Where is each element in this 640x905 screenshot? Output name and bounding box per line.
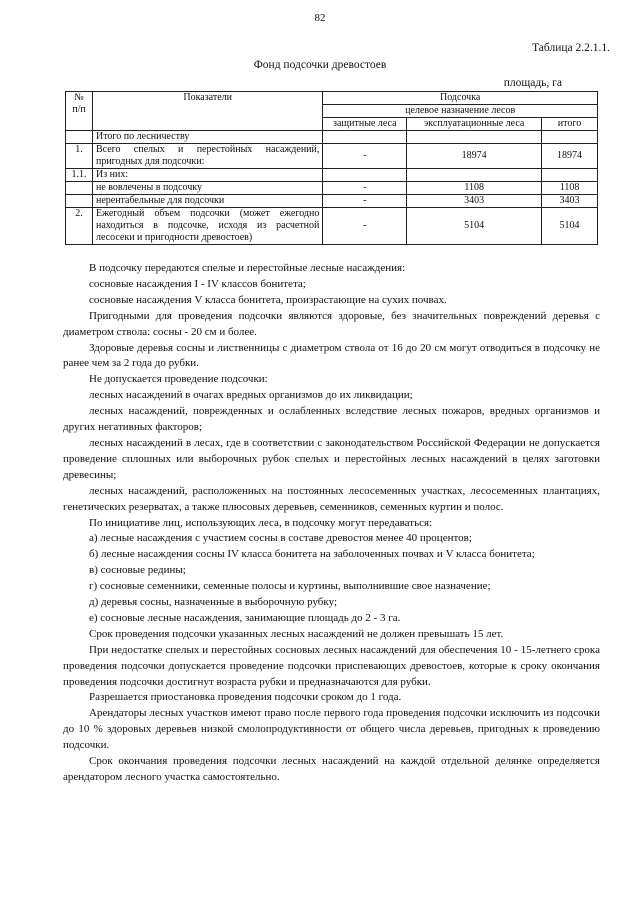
row-total [542, 169, 598, 182]
table-row [66, 131, 598, 144]
row-label: не вовлечены в подсочку [92, 182, 322, 195]
paragraph: По инициативе лиц, использующих леса, в подсочку могут передаваться: [89, 516, 433, 529]
row-label: Итого по лесничеству [92, 131, 322, 144]
row-protective: - [323, 144, 407, 169]
row-total: 3403 [542, 195, 598, 208]
paragraph: лесных насаждений в лесах, где в соответствии с законодательством Российской Федерации не допускается проведение сплошных или выборочных рубок спелых и перестойных лесных насаждений в целях заготовки древесины; [63, 436, 600, 481]
paragraph: в) сосновые редины; [89, 564, 186, 577]
row-protective [323, 169, 407, 182]
header-total: итого [542, 118, 598, 131]
paragraph: Срок проведения подсочки указанных лесных насаждений не должен превышать 15 лет. [89, 627, 504, 640]
row-label: Из них: [92, 169, 322, 182]
row-num [66, 195, 93, 208]
row-exploitation: 18974 [407, 144, 542, 169]
paragraph: г) сосновые семенники, семенные полосы и куртины, выполнившие свое назначение; [89, 580, 491, 593]
paragraph: Пригодными для проведения подсочки являются здоровые, без значительных повреждений деревья с диаметром ствола: сосны - 20 см и более. [63, 309, 600, 338]
row-label: Ежегодный объем подсочки (может ежегодно находиться в подсочке, исходя из расчетной лесосеки и пригодности древостоев) [92, 208, 322, 245]
paragraph: е) сосновые лесные насаждения, занимающие площадь до 2 - 3 га. [89, 611, 401, 624]
row-protective [323, 131, 407, 144]
paragraph: Арендаторы лесных участков имеют право после первого года проведения подсочки исключить из подсочки до 10 % здоровых деревьев низкой смолопродуктивности от общего числа деревьев, пригодных к проведению подсочки. [63, 707, 600, 752]
header-protective: защитные леса [323, 118, 407, 131]
table-row [66, 169, 598, 182]
paragraph: Разрешается приостановка проведения подсочки сроком до 1 года. [89, 691, 402, 704]
page-number: 82 [314, 12, 326, 24]
row-num: 1.1. [66, 169, 93, 182]
row-label: нерентабельные для подсочки [92, 195, 322, 208]
row-exploitation [407, 131, 542, 144]
row-num: 2. [66, 208, 93, 245]
row-total: 1108 [542, 182, 598, 195]
row-exploitation: 3403 [407, 195, 542, 208]
paragraph: сосновые насаждения I - IV классов бонитета; [89, 277, 306, 290]
body-text [63, 261, 600, 786]
row-exploitation: 1108 [407, 182, 542, 195]
row-protective: - [323, 195, 407, 208]
paragraph: сосновые насаждения V класса бонитета, произрастающие на сухих почвах. [89, 293, 447, 306]
paragraph: Не допускается проведение подсочки: [89, 373, 268, 386]
subsoaking-fund-table [65, 91, 598, 245]
header-indicators: Показатели [92, 92, 322, 131]
header-purpose: целевое назначение лесов [323, 105, 598, 118]
row-label: Всего спелых и перестойных насаждений, пригодных для подсочки: [92, 144, 322, 169]
table-row [66, 208, 598, 245]
row-protective: - [323, 208, 407, 245]
paragraph: лесных насаждений, расположенных на постоянных лесосеменных участках, лесосеменных плантациях, генетических резерватах, а также плюсовых деревьев, семенников, семенных куртин и полос. [63, 484, 600, 513]
row-num [66, 131, 93, 144]
row-num: 1. [66, 144, 93, 169]
paragraph: В подсочку передаются спелые и перестойные лесные насаждения: [89, 262, 406, 274]
row-exploitation [407, 169, 542, 182]
row-total: 18974 [542, 144, 598, 169]
row-exploitation: 5104 [407, 208, 542, 245]
paragraph: Здоровые деревья сосны и лиственницы с диаметром ствола от 16 до 20 см могут отводиться в подсочку не ранее чем за 2 года до рубки. [63, 341, 600, 370]
paragraph: лесных насаждений в очагах вредных организмов до их ликвидации; [89, 389, 413, 402]
row-protective: - [323, 182, 407, 195]
row-num [66, 182, 93, 195]
paragraph: б) лесные насаждения сосны IV класса бонитета на заболоченных почвах и V класса бонитета; [89, 548, 535, 561]
table-label: Таблица 2.2.1.1. [532, 42, 610, 54]
paragraph: лесных насаждений, поврежденных и ослабленных вследствие лесных пожаров, вредных организмов и других негативных факторов; [63, 405, 600, 434]
row-total: 5104 [542, 208, 598, 245]
header-num: № п/п [66, 92, 93, 131]
unit-label: площадь, га [503, 77, 562, 89]
paragraph: При недостатке спелых и перестойных сосновых лесных насаждений для обеспечения 10 - 15-летнего срока проведения подсочки допускается проведение подсочки приспевающих древостоев, которые к сроку окончания проведения подсочки достигнут возраста рубки и предназначаются для рубки. [63, 643, 600, 688]
paragraph: Срок окончания проведения подсочки лесных насаждений на каждой отдельной делянке определяется арендатором лесного участка самостоятельно. [63, 755, 600, 783]
header-podsochka: Подсочка [323, 92, 598, 105]
table-title: Фонд подсочки древостоев [253, 59, 387, 71]
table-row [66, 182, 598, 195]
paragraph: д) деревья сосны, назначенные в выборочную рубку; [89, 596, 337, 609]
row-total [542, 131, 598, 144]
header-exploitation: эксплуатационные леса [407, 118, 542, 131]
table-row [66, 195, 598, 208]
table-row [66, 144, 598, 169]
paragraph: а) лесные насаждения с участием сосны в составе древостоя менее 40 процентов; [89, 532, 472, 545]
